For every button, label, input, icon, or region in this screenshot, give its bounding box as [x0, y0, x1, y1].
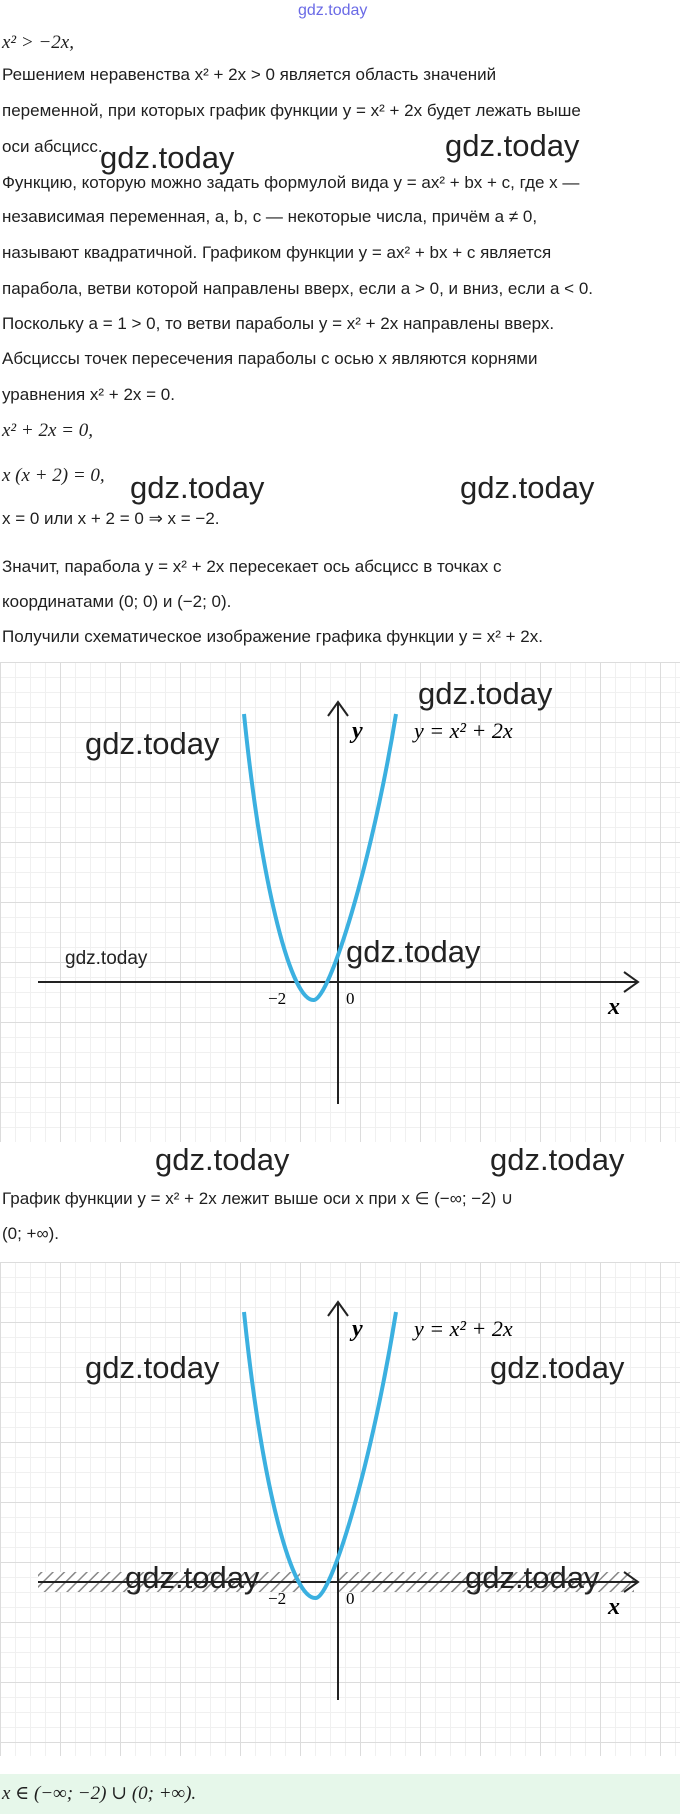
y-axis-label: y [352, 1316, 363, 1342]
tick-label-neg2: −2 [268, 989, 287, 1008]
graph-2-svg [0, 1262, 680, 1756]
watermark: gdz.today [65, 948, 148, 969]
text-line: переменной, при которых график функции y = x² + 2x будет лежать выше [2, 101, 581, 120]
text-line: независимая переменная, a, b, c — некоторые числа, причём a ≠ 0, [2, 207, 538, 226]
tick-label-neg2: −2 [268, 1589, 287, 1608]
text-line: уравнения x² + 2x = 0. [2, 385, 175, 404]
watermark: gdz.today [100, 140, 235, 175]
text-line: Получили схематическое изображение графика функции y = x² + 2x. [2, 627, 543, 646]
x-axis-label: x [608, 994, 620, 1020]
graph-2 [0, 1262, 680, 1756]
x-axis-label: x [608, 1594, 620, 1620]
watermark: gdz.today [130, 470, 265, 505]
watermark: gdz.today [445, 128, 580, 163]
watermark: gdz.today [465, 1560, 600, 1595]
text-line: оси абсцисс. [2, 137, 103, 156]
y-axis-label: y [352, 718, 363, 744]
text-line: называют квадратичной. Графиком функции y = ax² + bx + c является [2, 243, 552, 262]
text-line: Абсциссы точек пересечения параболы с осью x являются корнями [2, 349, 538, 368]
text-line: x² > −2x, [2, 32, 74, 53]
watermark: gdz.today [490, 1142, 625, 1177]
text-line: x² + 2x = 0, [2, 420, 93, 441]
text-line: Функцию, которую можно задать формулой вида y = ax² + bx + c, где x — [2, 173, 580, 192]
text-line: График функции y = x² + 2x лежит выше оси x при x ∈ (−∞; −2) ∪ [2, 1189, 514, 1208]
watermark: gdz.today [418, 676, 553, 711]
watermark: gdz.today [155, 1142, 290, 1177]
watermark-top: gdz.today [298, 2, 368, 19]
text-line: Решением неравенства x² + 2x > 0 является область значений [2, 65, 497, 84]
text-line: x = 0 или x + 2 = 0 ⇒ x = −2. [2, 509, 220, 528]
parabola-curve [244, 1312, 396, 1598]
answer-text: x ∈ (−∞; −2) ∪ (0; +∞). [2, 1783, 197, 1804]
function-label: y = x² + 2x [414, 1316, 513, 1341]
watermark: gdz.today [460, 470, 595, 505]
text-line: координатами (0; 0) и (−2; 0). [2, 592, 232, 611]
answer-bar [0, 1774, 680, 1814]
origin-label: 0 [346, 1589, 355, 1608]
watermark: gdz.today [346, 934, 481, 969]
watermark: gdz.today [85, 1350, 220, 1385]
watermark: gdz.today [125, 1560, 260, 1595]
text-line: Поскольку a = 1 > 0, то ветви параболы y = x² + 2x направлены вверх. [2, 314, 555, 333]
text-line: (0; +∞). [2, 1224, 59, 1243]
function-label: y = x² + 2x [414, 718, 513, 743]
text-line: парабола, ветви которой направлены вверх, если a > 0, и вниз, если a < 0. [2, 279, 593, 298]
watermark: gdz.today [490, 1350, 625, 1385]
text-line: x (x + 2) = 0, [2, 465, 105, 486]
watermark: gdz.today [85, 726, 220, 761]
origin-label: 0 [346, 989, 355, 1008]
text-line: Значит, парабола y = x² + 2x пересекает ось абсцисс в точках с [2, 557, 502, 576]
